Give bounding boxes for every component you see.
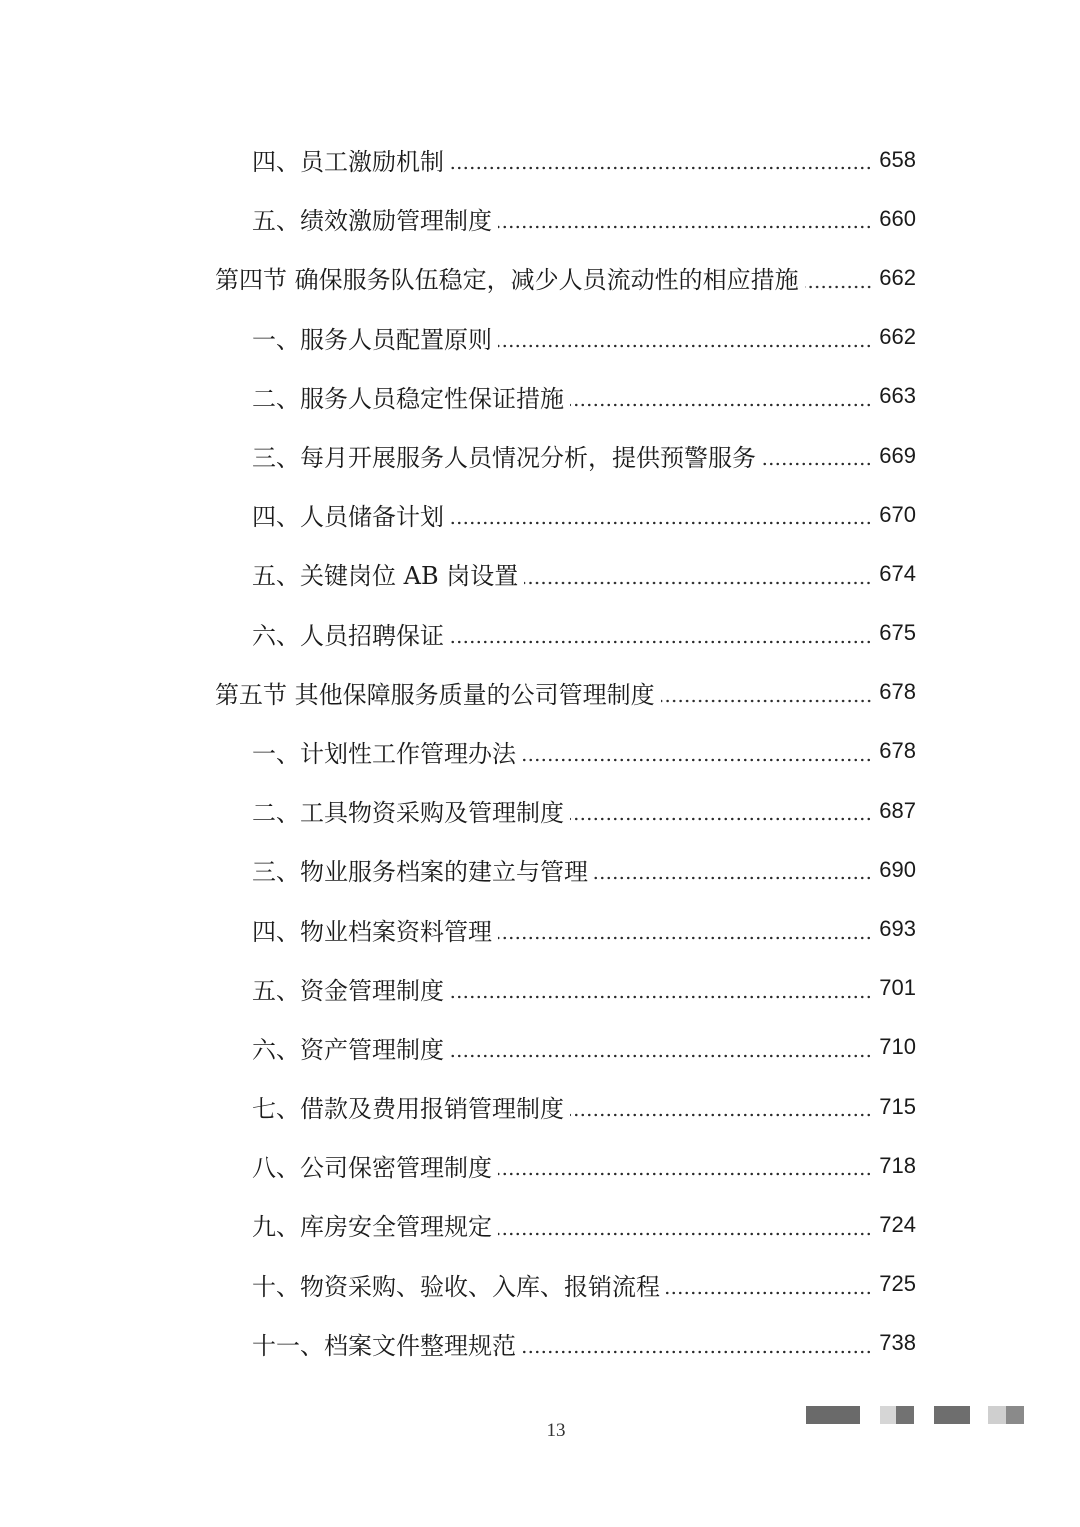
toc-entry-page: 725 xyxy=(879,1271,916,1297)
toc-entry[interactable] xyxy=(0,1314,1080,1373)
toc-leader-dots xyxy=(522,1350,872,1354)
toc-entry[interactable] xyxy=(0,781,1080,840)
toc-leader-dots xyxy=(570,403,872,407)
table-of-contents xyxy=(0,130,1080,1373)
toc-leader-dots xyxy=(450,166,872,170)
toc-entry-title: 一、计划性工作管理办法 xyxy=(252,739,516,768)
decoration-block xyxy=(880,1406,896,1424)
toc-entry-page: 701 xyxy=(879,975,916,1001)
toc-leader-dots xyxy=(498,344,872,348)
toc-entry-title: 二、服务人员稳定性保证措施 xyxy=(252,384,564,413)
toc-entry-title: 五、绩效激励管理制度 xyxy=(252,207,492,236)
toc-entry[interactable] xyxy=(0,959,1080,1018)
toc-entry[interactable] xyxy=(0,130,1080,189)
toc-entry[interactable] xyxy=(0,604,1080,663)
toc-entry[interactable] xyxy=(0,1018,1080,1077)
toc-entry-title: 一、服务人员配置原则 xyxy=(252,325,492,354)
toc-leader-dots xyxy=(450,521,872,525)
decoration-block xyxy=(1006,1406,1024,1424)
toc-entry[interactable] xyxy=(0,426,1080,485)
toc-entry-page: 663 xyxy=(879,383,916,409)
toc-entry-page: 675 xyxy=(879,620,916,646)
toc-leader-dots xyxy=(661,699,872,703)
toc-entry-title: 四、人员储备计划 xyxy=(252,503,444,532)
toc-leader-dots xyxy=(524,581,872,585)
toc-entry-title: 九、库房安全管理规定 xyxy=(252,1213,492,1242)
toc-leader-dots xyxy=(762,462,872,466)
toc-entry-title: 二、工具物资采购及管理制度 xyxy=(252,799,564,828)
toc-leader-dots xyxy=(498,936,872,940)
toc-leader-dots xyxy=(805,285,872,289)
toc-section-entry[interactable] xyxy=(0,248,1080,307)
toc-entry-page: 715 xyxy=(879,1093,916,1119)
toc-entry-page: 660 xyxy=(879,205,916,231)
toc-entry-title: 十、物资采购、验收、入库、报销流程 xyxy=(252,1272,660,1301)
decoration-block xyxy=(988,1406,1006,1424)
toc-entry[interactable] xyxy=(0,1195,1080,1254)
toc-entry-page: 678 xyxy=(879,679,916,705)
toc-entry-page: 687 xyxy=(879,797,916,823)
toc-entry-title: 四、物业档案资料管理 xyxy=(252,917,492,946)
toc-leader-dots xyxy=(498,225,872,229)
decoration-block xyxy=(934,1406,970,1424)
toc-entry-page: 678 xyxy=(879,738,916,764)
toc-entry-title: 三、物业服务档案的建立与管理 xyxy=(252,858,588,887)
page-number: 13 xyxy=(546,1420,566,1441)
toc-leader-dots xyxy=(666,1291,872,1295)
toc-entry-title: 四、员工激励机制 xyxy=(252,148,444,177)
toc-leader-dots xyxy=(498,1232,872,1236)
toc-entry-page: 662 xyxy=(879,264,916,290)
toc-entry[interactable] xyxy=(0,899,1080,958)
toc-entry-page: 674 xyxy=(879,560,916,586)
toc-entry-title: 七、借款及费用报销管理制度 xyxy=(252,1095,564,1124)
toc-entry[interactable] xyxy=(0,1136,1080,1195)
toc-entry-title: 八、公司保密管理制度 xyxy=(252,1154,492,1183)
toc-entry-title: 三、每月开展服务人员情况分析，提供预警服务 xyxy=(252,444,756,473)
decoration-block xyxy=(806,1406,860,1424)
toc-entry-page: 662 xyxy=(879,324,916,350)
toc-entry-page: 669 xyxy=(879,442,916,468)
toc-leader-dots xyxy=(450,640,872,644)
toc-entry-page: 690 xyxy=(879,856,916,882)
toc-entry-title: 五、关键岗位 AB 岗设置 xyxy=(252,562,519,591)
toc-leader-dots xyxy=(450,1054,872,1058)
toc-entry-page: 710 xyxy=(879,1034,916,1060)
decoration-block xyxy=(896,1406,914,1424)
toc-leader-dots xyxy=(522,758,872,762)
toc-entry-page: 693 xyxy=(879,916,916,942)
toc-entry[interactable] xyxy=(0,367,1080,426)
toc-entry[interactable] xyxy=(0,308,1080,367)
toc-leader-dots xyxy=(450,995,872,999)
toc-entry-title: 六、资产管理制度 xyxy=(252,1035,444,1064)
toc-section-entry[interactable] xyxy=(0,663,1080,722)
toc-entry[interactable] xyxy=(0,485,1080,544)
toc-entry[interactable] xyxy=(0,1255,1080,1314)
toc-entry-title: 六、人员招聘保证 xyxy=(252,621,444,650)
toc-entry[interactable] xyxy=(0,840,1080,899)
toc-entry[interactable] xyxy=(0,722,1080,781)
toc-entry-title: 第五节 其他保障服务质量的公司管理制度 xyxy=(215,680,655,709)
toc-leader-dots xyxy=(570,1113,872,1117)
toc-entry-title: 十一、档案文件整理规范 xyxy=(252,1331,516,1360)
toc-entry[interactable] xyxy=(0,1077,1080,1136)
toc-leader-dots xyxy=(498,1172,872,1176)
toc-entry-page: 658 xyxy=(879,146,916,172)
toc-entry[interactable] xyxy=(0,544,1080,603)
toc-entry-page: 738 xyxy=(879,1330,916,1356)
toc-leader-dots xyxy=(570,817,872,821)
toc-entry-page: 724 xyxy=(879,1211,916,1237)
toc-entry-title: 五、资金管理制度 xyxy=(252,976,444,1005)
toc-leader-dots xyxy=(594,876,872,880)
toc-entry-title: 第四节 确保服务队伍稳定，减少人员流动性的相应措施 xyxy=(215,266,799,295)
toc-entry-page: 718 xyxy=(879,1152,916,1178)
toc-entry-page: 670 xyxy=(879,501,916,527)
toc-entry[interactable] xyxy=(0,189,1080,248)
footer-decoration-blocks xyxy=(806,1406,1026,1424)
